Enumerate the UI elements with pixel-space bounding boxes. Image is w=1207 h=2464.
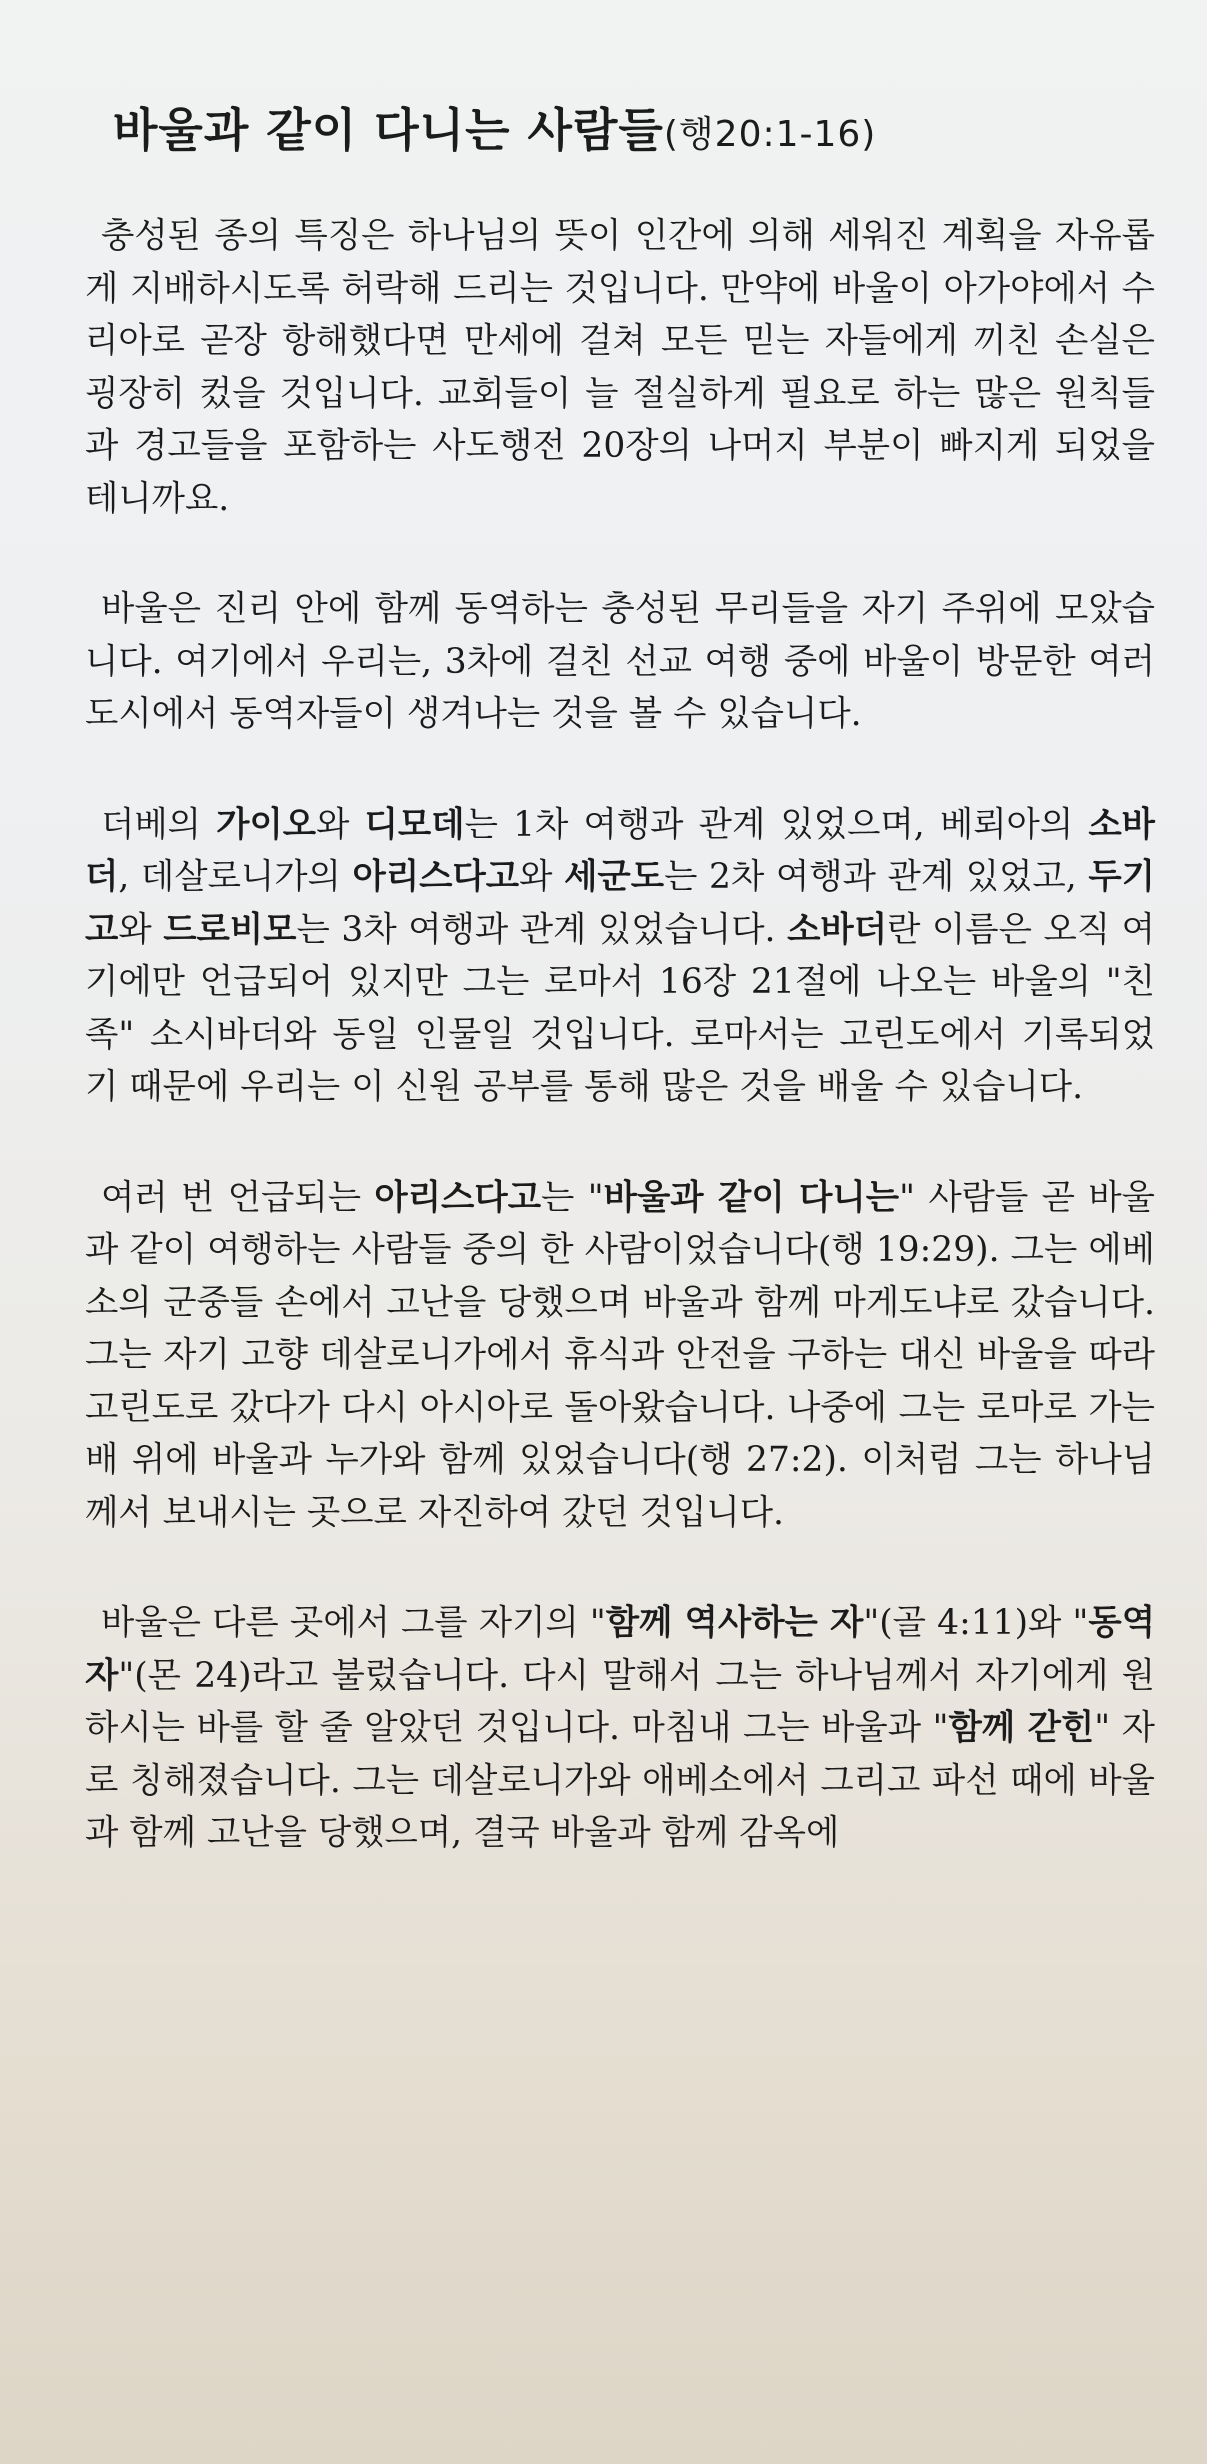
emphasis-phrase: 함께 역사하는 자 [605, 1603, 864, 1643]
text-run: " 자로 칭해졌습니다. 그는 데살로니가와 애베소에서 그리고 파선 때에 바울과 함께 고난을 당했으며, 결국 바울과 함께 감옥에 [85, 1708, 1155, 1853]
text-run: " 사람들 곧 바울과 같이 여행하는 사람들 중의 한 사람이었습니다(행 19:29). 그는 에베소의 군중들 손에서 고난을 당했으며 바울과 함께 마게도냐로 갔습니다. 그는 자기 고향 데살로니가에서 휴식과 안전을 구하는 대신 바울을 따라 고린도로 갔다가 다시 아시아로 돌아왔습니다. 나중에 그는 로마로 가는 배 위에 바울과 누가와 함께 있었습니다(행 27:2). 이처럼 그는 하나님께서 보내시는 곳으로 자진하여 갔던 것입니다. [85, 1177, 1156, 1533]
text-run: 바울은 다른 곳에서 그를 자기의 " [101, 1603, 606, 1643]
text-run: 란 이름은 오직 여기에만 언급되어 있지만 그는 로마서 16장 21절에 나오는 바울의 "친족" 소시바더와 동일 인물일 것입니다. 로마서는 고린도에서 기록되었기 때문에 우리는 이 신원 공부를 통해 많은 것을 배울 수 있습니다. [85, 909, 1155, 1107]
name-trophimus: 드로비모 [163, 909, 297, 950]
text-run: 와 [118, 909, 164, 950]
emphasis-phrase: 동역자 [85, 1603, 1156, 1696]
emphasis-phrase: 함께 갇힌 [948, 1708, 1095, 1748]
paragraph-3 [85, 799, 1155, 1114]
text-run: 는 3차 여행과 관계 있었습니다. [296, 909, 788, 950]
page-title [113, 95, 1155, 170]
text-run: "(몬 24)라고 불렀습니다. 다시 말해서 그는 하나님께서 자기에게 원하시는 바를 할 줄 알았던 것입니다. 마침내 그는 바울과 " [85, 1655, 1155, 1748]
text-run: 와 [316, 804, 365, 845]
text-run: "(골 4:11)와 " [863, 1603, 1089, 1643]
text-run: 여러 번 언급되는 [101, 1177, 375, 1218]
title-main: 바울과 같이 다니는 사람들 [113, 103, 664, 157]
text-run: 는 " [541, 1177, 604, 1218]
name-aristarchus: 아리스다고 [374, 1177, 542, 1218]
text-run: 와 [519, 857, 565, 897]
name-aristarchus: 아리스다고 [352, 857, 520, 897]
name-sopater: 소바더 [85, 804, 1155, 897]
text-run: , 데살로니가의 [118, 857, 353, 897]
name-gaius: 가이오 [216, 804, 317, 845]
title-reference: (행20:1-16) [663, 114, 877, 155]
name-tychicus: 두기고 [85, 857, 1155, 950]
paragraph-5 [85, 1597, 1155, 1860]
emphasis-phrase: 바울과 같이 다니는 [603, 1177, 900, 1218]
name-secundus: 세군도 [564, 857, 665, 897]
paragraph-4 [85, 1172, 1155, 1540]
text-run: 더베의 [101, 804, 217, 845]
paragraph-2: 바울은 진리 안에 함께 동역하는 충성된 무리들을 자기 주위에 모았습니다. 여기에서 우리는, 3차에 걸친 선교 여행 중에 바울이 방문한 여러 도시에서 동역자들이 생겨나는 것을 볼 수 있습니다. [85, 589, 1155, 734]
name-sopater: 소바더 [787, 909, 888, 950]
text-run: 는 1차 여행과 관계 있었으며, 베뢰아의 [464, 804, 1089, 845]
paragraph-1: 충성된 종의 특징은 하나님의 뜻이 인간에 의해 세워진 계획을 자유롭게 지배하시도록 허락해 드리는 것입니다. 만약에 바울이 아가야에서 수리아로 곧장 항해했다면 만세에 걸쳐 모든 믿는 자들에게 끼친 손실은 굉장히 컸을 것입니다. 교회들이 늘 절실하게 필요로 하는 많은 원칙들과 경고들을 포함하는 사도행전 20장의 나머지 부분이 빠지게 되었을 테니까요. [85, 216, 1155, 519]
text-run: 는 2차 여행과 관계 있었고, [664, 857, 1089, 897]
document-page [85, 95, 1155, 1918]
name-timothy: 디모데 [364, 804, 465, 845]
